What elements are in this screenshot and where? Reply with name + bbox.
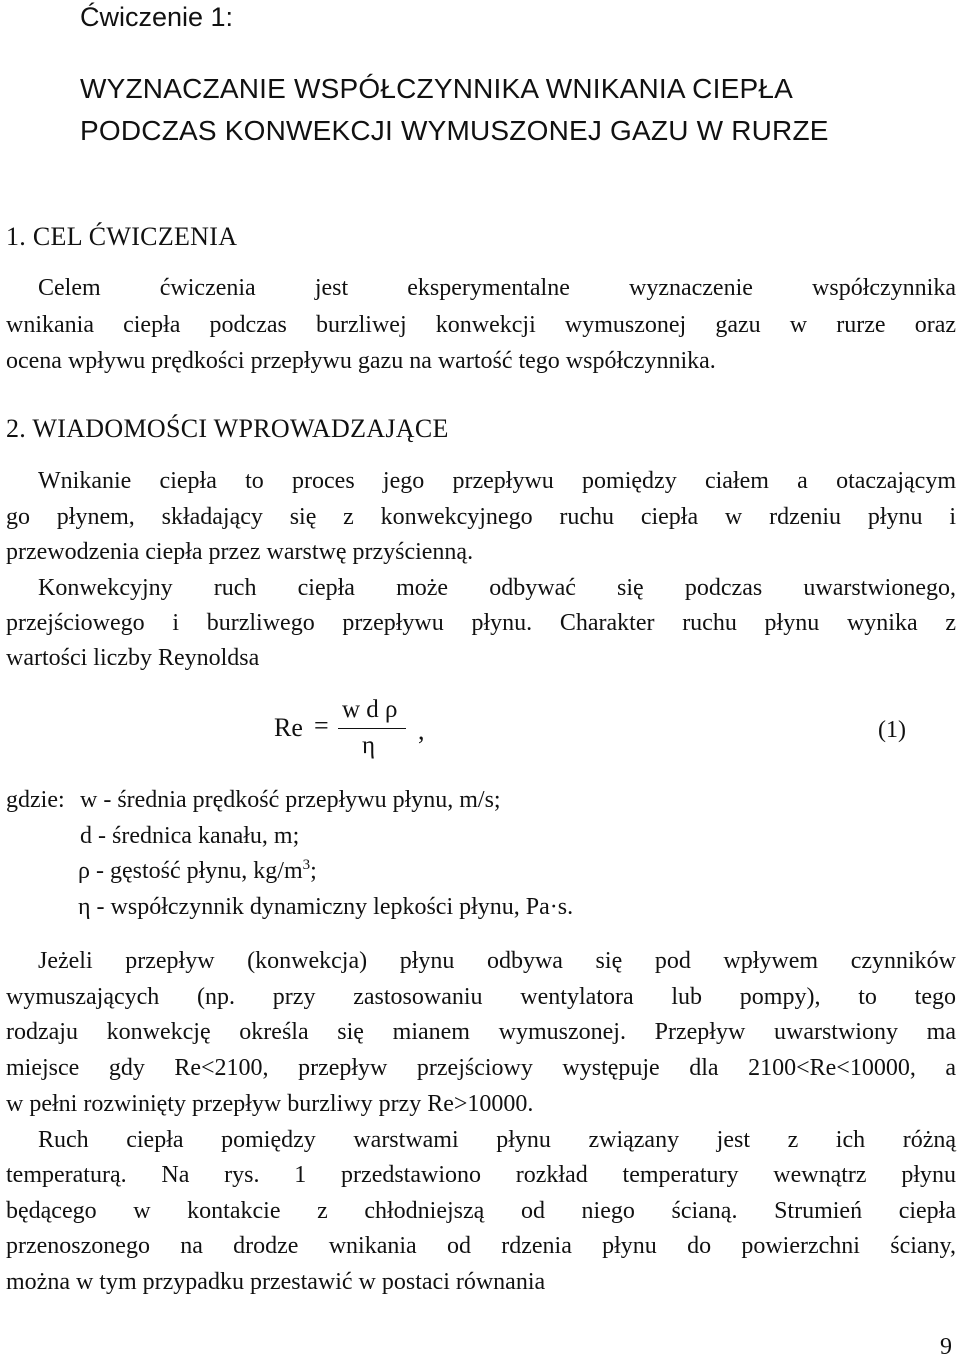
paragraph-2-line-1: Konwekcyjny ruch ciepła może odbywać się podczas uwarstwionego, [38,575,956,601]
paragraph-3-line-4: miejsce gdy Re<2100, przepływ przejściowy występuje dla 2100<Re<10000, a [6,1055,956,1081]
exercise-label: Ćwiczenie 1: [80,2,234,32]
section-1-heading: 1. CEL ĆWICZENIA [6,222,238,251]
legend-rho [78,858,317,885]
legend-rho-exponent: 3 [302,857,311,873]
paragraph-3-line-1: Jeżeli przepływ (konwekcja) płynu odbywa się pod wpływem czynników [38,948,956,974]
legend-rho-end: ; [310,858,317,884]
legend-eta: η - współczynnik dynamiczny lepkości płynu, Pa·s. [78,894,574,920]
section-1-line-1: Celem ćwiczenia jest eksperymentalne wyznaczenie współczynnika [38,275,956,301]
equation-equals: = [314,711,329,740]
paragraph-2-line-2: przejściowego i burzliwego przepływu płynu. Charakter ruchu płynu wynika z [6,610,956,636]
paragraph-4-line-1: Ruch ciepła pomiędzy warstwami płynu związany jest z ich różną [38,1127,956,1153]
equation-number: (1) [878,717,906,743]
section-1-line-3: ocena wpływu prędkości przepływu gazu na wartość tego współczynnika. [6,348,716,374]
equation-denominator: η [362,732,376,759]
paragraph-4-line-5: można w tym przypadku przestawić w postaci równania [6,1269,546,1295]
paragraph-1-line-2: go płynem, składający się z konwekcyjnego ruchu ciepła w rdzeniu płynu i [6,504,956,530]
section-1-line-2: wnikania ciepła podczas burzliwej konwekcji wymuszonej gazu w rurze oraz [6,312,956,338]
paragraph-3-line-2: wymuszających (np. przy zastosowaniu wentylatora lub pompy), to tego [6,984,956,1010]
equation-numerator: w d ρ [342,696,398,723]
legend-d: d - średnica kanału, m; [80,823,300,849]
title-line-1: WYZNACZANIE WSPÓŁCZYNNIKA WNIKANIA CIEPŁA [80,73,793,104]
equation-comma: , [418,716,425,745]
fraction-bar [338,728,406,729]
title-line-2: PODCZAS KONWEKCJI WYMUSZONEJ GAZU W RURZE [80,115,829,146]
paragraph-2-line-3: wartości liczby Reynoldsa [6,645,260,671]
section-2-heading: 2. WIADOMOŚCI WPROWADZAJĄCE [6,414,449,443]
legend-w: w - średnia prędkość przepływu płynu, m/s; [80,787,501,813]
page-number: 9 [940,1334,952,1360]
paragraph-1-line-1: Wnikanie ciepła to proces jego przepływu pomiędzy ciałem a otaczającym [38,468,956,494]
paragraph-3-line-3: rodzaju konwekcję określa się mianem wymuszonej. Przepływ uwarstwiony ma [6,1019,956,1045]
paragraph-1-line-3: przewodzenia ciepła przez warstwę przyścienną. [6,539,474,565]
paragraph-4-line-3: będącego w kontakcie z chłodniejszą od niego ścianą. Strumień ciepła [6,1198,956,1224]
legend-intro: gdzie: [6,787,65,813]
paragraph-4-line-2: temperaturą. Na rys. 1 przedstawiono rozkład temperatury wewnątrz płynu [6,1162,956,1188]
equation-reynolds [0,690,960,770]
legend-rho-text: ρ - gęstość płynu, kg/m [78,858,303,884]
paragraph-4-line-4: przenoszonego na drodze wnikania od rdzenia płynu do powierzchni ściany, [6,1233,956,1259]
paragraph-3-line-5: w pełni rozwinięty przepływ burzliwy przy Re>10000. [6,1091,534,1117]
equation-lhs: Re [274,713,303,742]
